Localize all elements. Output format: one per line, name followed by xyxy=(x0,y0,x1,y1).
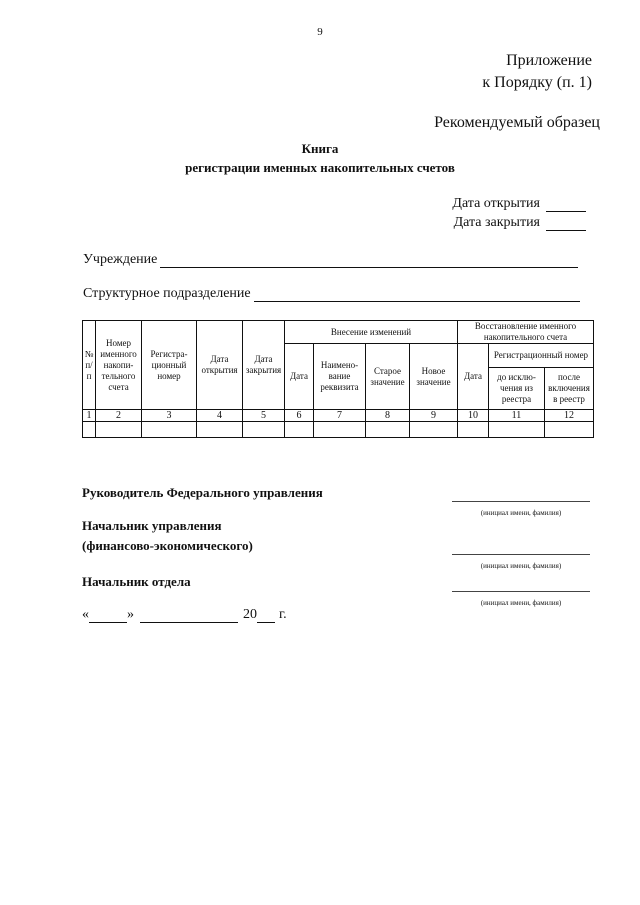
division-field[interactable] xyxy=(254,289,580,302)
header-opening-date: Дата открытия xyxy=(197,321,243,410)
table-cell[interactable] xyxy=(458,422,489,438)
document-subtitle: регистрации именных накопительных счетов xyxy=(185,160,455,175)
signature-line-section-head[interactable] xyxy=(452,591,590,592)
header-changes-group: Внесение изменений xyxy=(285,321,458,344)
institution-row xyxy=(83,252,578,268)
opening-date-row xyxy=(452,196,586,212)
division-row xyxy=(83,286,580,302)
table-cell[interactable] xyxy=(285,422,314,438)
header-before-exclusion: до исклю-чения из реестра xyxy=(489,368,545,410)
closing-date-field[interactable] xyxy=(546,218,586,231)
column-number: 8 xyxy=(366,410,410,422)
signature-line-dept-head[interactable] xyxy=(452,554,590,555)
table-cell[interactable] xyxy=(489,422,545,438)
signature-caption: (инициал имени, фамилия) xyxy=(480,509,562,517)
page-number: 9 xyxy=(317,26,323,38)
signatory-dept-head-unit: (финансово-экономического) xyxy=(82,538,253,553)
column-number: 12 xyxy=(545,410,594,422)
table-cell[interactable] xyxy=(314,422,366,438)
column-number-row xyxy=(83,410,594,422)
month-field[interactable] xyxy=(140,610,238,623)
header-new-value: Новое значение xyxy=(410,344,458,410)
institution-field[interactable] xyxy=(160,255,578,268)
header-attribute-name: Наимено-вание реквизита xyxy=(314,344,366,410)
column-number: 1 xyxy=(83,410,96,422)
closing-date-label: Дата закрытия xyxy=(453,215,540,230)
signatory-dept-head: Начальник управления xyxy=(82,518,222,533)
year-suffix: г. xyxy=(279,607,287,622)
close-quote: » xyxy=(127,607,134,622)
institution-label: Учреждение xyxy=(83,252,158,267)
signature-line-federal-head[interactable] xyxy=(452,501,590,502)
header-account-number: Номер именного накопи-тельного счета xyxy=(96,321,142,410)
header-row-number: № п/п xyxy=(83,321,96,410)
table-cell[interactable] xyxy=(243,422,285,438)
column-number: 5 xyxy=(243,410,285,422)
division-label: Структурное подразделение xyxy=(83,286,251,301)
table-cell[interactable] xyxy=(197,422,243,438)
table-cell[interactable] xyxy=(410,422,458,438)
header-registration-number: Регистра-ционный номер xyxy=(142,321,197,410)
header-change-date: Дата xyxy=(285,344,314,410)
column-number: 11 xyxy=(489,410,545,422)
table-cell[interactable] xyxy=(545,422,594,438)
year-prefix: 20 xyxy=(243,607,257,622)
header-after-inclusion: после включения в реестр xyxy=(545,368,594,410)
closing-date-row xyxy=(454,215,586,231)
appendix-title: Приложение xyxy=(506,52,592,69)
signature-caption: (инициал имени, фамилия) xyxy=(480,562,562,570)
opening-date-field[interactable] xyxy=(546,199,586,212)
header-restore-date: Дата xyxy=(458,344,489,410)
signatory-section-head: Начальник отдела xyxy=(82,574,191,589)
column-number: 10 xyxy=(458,410,489,422)
column-number: 4 xyxy=(197,410,243,422)
header-old-value: Старое значение xyxy=(366,344,410,410)
document-title: Книга xyxy=(301,141,339,156)
recommended-sample-label: Рекомендуемый образец xyxy=(434,114,600,131)
day-field[interactable] xyxy=(89,610,127,623)
column-number: 7 xyxy=(314,410,366,422)
signature-caption: (инициал имени, фамилия) xyxy=(480,599,562,607)
footer-date xyxy=(82,607,287,623)
column-number: 3 xyxy=(142,410,197,422)
opening-date-label: Дата открытия xyxy=(452,196,540,211)
column-number: 2 xyxy=(96,410,142,422)
signatory-federal-head: Руководитель Федерального управления xyxy=(82,485,323,500)
open-quote: « xyxy=(82,607,89,622)
header-restore-regnum: Регистрационный номер xyxy=(489,344,594,368)
table-row xyxy=(83,422,594,438)
table-cell[interactable] xyxy=(96,422,142,438)
column-number: 9 xyxy=(410,410,458,422)
column-number: 6 xyxy=(285,410,314,422)
header-restore-group: Восстановление именного накопительного счета xyxy=(458,321,594,344)
registration-table xyxy=(82,320,594,438)
year-field[interactable] xyxy=(257,610,275,623)
table-cell[interactable] xyxy=(142,422,197,438)
table-cell[interactable] xyxy=(83,422,96,438)
table-cell[interactable] xyxy=(366,422,410,438)
header-closing-date: Дата закрытия xyxy=(243,321,285,410)
appendix-reference: к Порядку (п. 1) xyxy=(482,74,592,91)
